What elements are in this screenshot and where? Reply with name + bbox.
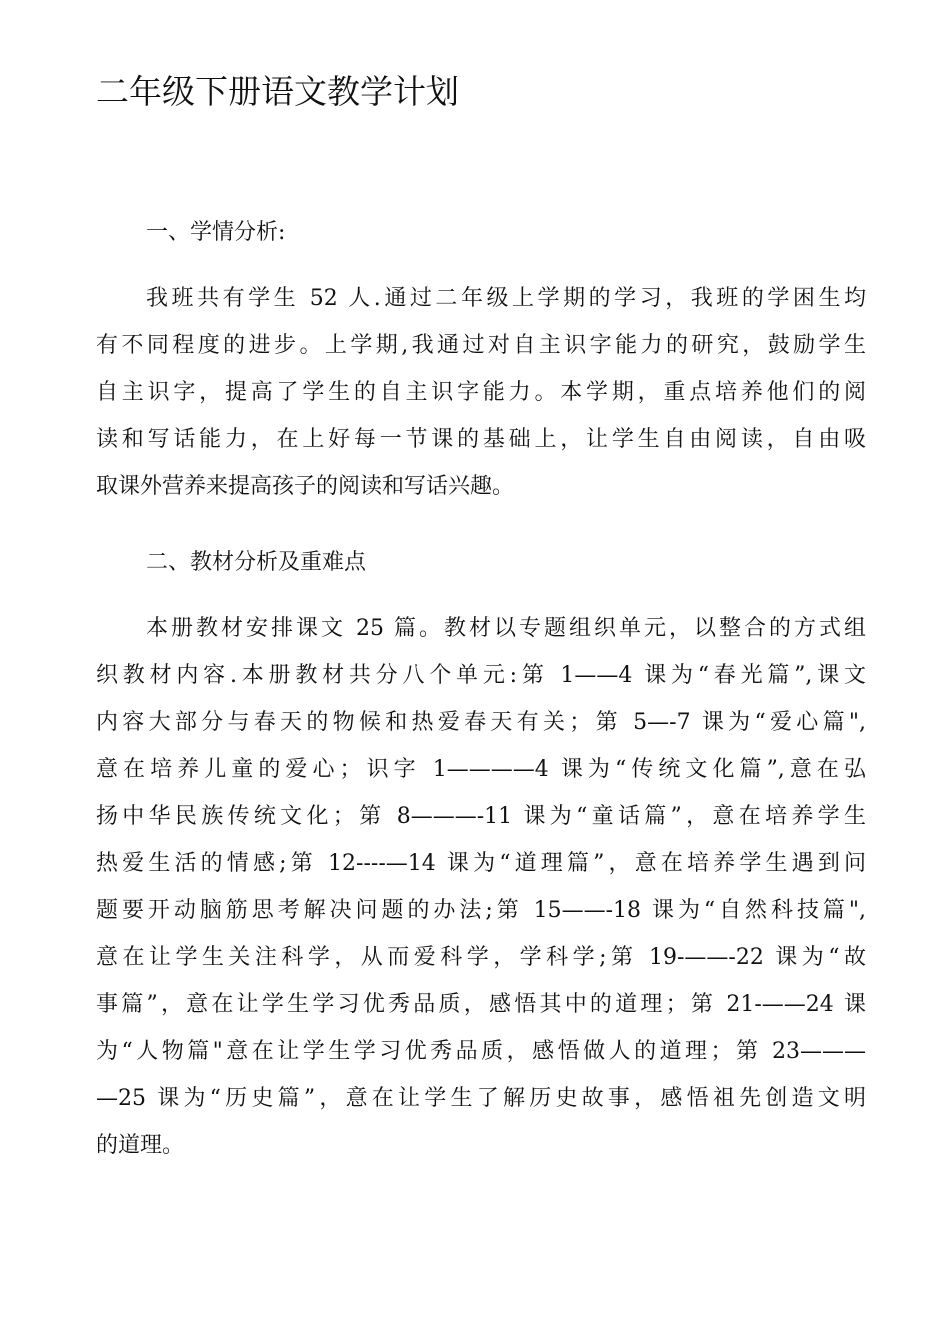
- paragraph-line: 扬中华民族传统文化；第 8———-11 课为“童话篇”，意在培养学生: [96, 804, 866, 829]
- document-title: 二年级下册语文教学计划: [96, 72, 459, 111]
- paragraph-line: 为“人物篇"意在让学生学习优秀品质，感悟做人的道理；第 23———: [96, 1039, 866, 1064]
- paragraph-line: —25 课为“历史篇”，意在让学生了解历史故事，感悟祖先创造文明: [96, 1086, 866, 1111]
- paragraph-line: 自主识字，提高了学生的自主识字能力。本学期，重点培养他们的阅: [96, 380, 866, 405]
- paragraph-line: 意在让学生关注科学，从而爱科学，学科学;第 19-——-22 课为“故: [96, 945, 866, 970]
- paragraph-line: 事篇”，意在让学生学习优秀品质，感悟其中的道理；第 21-——24 课: [96, 992, 866, 1017]
- paragraph-textbook-analysis: [96, 605, 866, 1169]
- paragraph-line: 内容大部分与春天的物候和热爱春天有关；第 5—-7 课为“爱心篇",: [96, 710, 866, 735]
- paragraph-student-analysis: [96, 275, 866, 510]
- paragraph-line: 读和写话能力，在上好每一节课的基础上，让学生自由阅读，自由吸: [96, 427, 866, 452]
- section-heading-textbook-analysis: 二、教材分析及重难点: [146, 550, 367, 575]
- section-heading-student-analysis: 一、学情分析:: [146, 220, 286, 245]
- paragraph-line: 我班共有学生 52 人.通过二年级上学期的学习，我班的学困生均: [146, 286, 866, 311]
- paragraph-line: 热爱生活的情感;第 12----—14 课为“道理篇”，意在培养学生遇到问: [96, 851, 866, 876]
- paragraph-line: 织教材内容.本册教材共分八个单元:第 1——4 课为“春光篇”,课文: [96, 663, 866, 688]
- paragraph-line: 题要开动脑筋思考解决问题的办法;第 15——-18 课为“自然科技篇",: [96, 898, 866, 923]
- paragraph-line: 取课外营养来提高孩子的阅读和写话兴趣。: [96, 474, 515, 499]
- paragraph-line: 有不同程度的进步。上学期,我通过对自主识字能力的研究，鼓励学生: [96, 333, 866, 358]
- paragraph-line: 的道理。: [96, 1133, 185, 1158]
- paragraph-line: 本册教材安排课文 25 篇。教材以专题组织单元，以整合的方式组: [146, 616, 866, 641]
- paragraph-line: 意在培养儿童的爱心；识字 1————4 课为“传统文化篇”,意在弘: [96, 757, 866, 782]
